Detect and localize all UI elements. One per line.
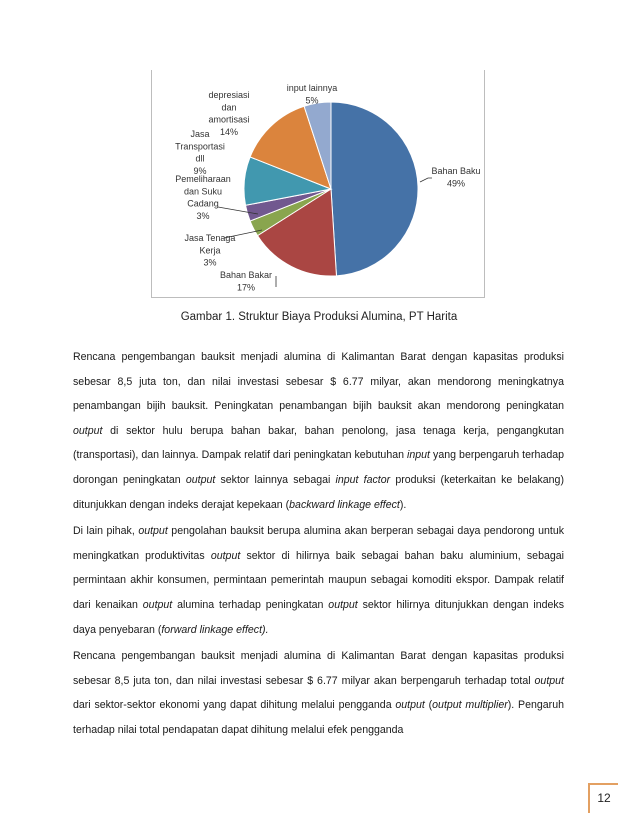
paragraph-3: Rencana pengembangan bauksit menjadi alumina di Kalimantan Barat dengan kapasitas produksi sebesar 8,5 juta ton, dan nilai investasi sebesar $ 6.77 milyar akan berpengaruh terhadap total output dari sektor-sektor ekonomi yang dapat dihitung melalui pengganda output (output multiplier). Pengaruh terhadap nilai total pendapatan dapat dihitung melalui efek pengganda <box>73 650 564 736</box>
paragraph-2: Di lain pihak, output pengolahan bauksit berupa alumina akan berperan sebagai daya pendorong untuk meningkatkan produktivitas output sektor di hilirnya baik sebagai bahan baku aluminium, sebagai permintaan akhir konsumen, permintaan pemerintah maupun sebagai komoditi ekspor. Dampak relatif dari kenaikan output alumina terhadap peningkatan output sektor hilirnya ditunjukkan dengan indeks daya penyebaran (forward linkage effect). <box>73 525 565 636</box>
pie-slice-0 <box>331 102 418 276</box>
page-number: 12 <box>588 783 618 813</box>
slice-label-input-lain: input lainnya 5% <box>286 83 338 106</box>
slice-label-pemeliharaan: Pemeliharaan dan Suku Cadang 3% <box>175 174 231 221</box>
slice-label-bahan-baku: Bahan Baku 49% <box>431 166 481 189</box>
slice-label-depresiasi: depresiasi dan amortisasi 14% <box>208 90 250 137</box>
paragraph-1: Rencana pengembangan bauksit menjadi alumina di Kalimantan Barat dengan kapasitas produksi sebesar 8,5 juta ton, dan nilai investasi sebesar $ 6.77 milyar, akan mendorong meningkatnya penambangan bijih bauksit. Peningkatan penambangan bijih bauksit akan mendorong peningkatan output di sektor hulu berupa bahan bakar, bahan penolong, jasa tenaga kerja, pengangkutan (transportasi), dan lainnya. Dampak relatif dari peningkatan kebutuhan input yang berpengaruh terhadap dorongan peningkatan output sektor lainnya sebagai input factor produksi (keterkaitan ke belakang) ditunjukkan dengan indeks derajat kepekaan (backward linkage effect). <box>73 351 564 511</box>
slice-label-jasa-tenaga: Jasa Tenaga Kerja 3% <box>184 233 236 268</box>
leader-line-0 <box>420 178 432 182</box>
slice-label-bahan-bakar: Bahan Bakar 17% <box>219 270 273 293</box>
slice-label-transportasi: Jasa Transportasi dll 9% <box>175 129 225 176</box>
figure-caption: Gambar 1. Struktur Biaya Produksi Alumina, PT Harita <box>180 311 458 323</box>
body-text <box>73 345 564 745</box>
